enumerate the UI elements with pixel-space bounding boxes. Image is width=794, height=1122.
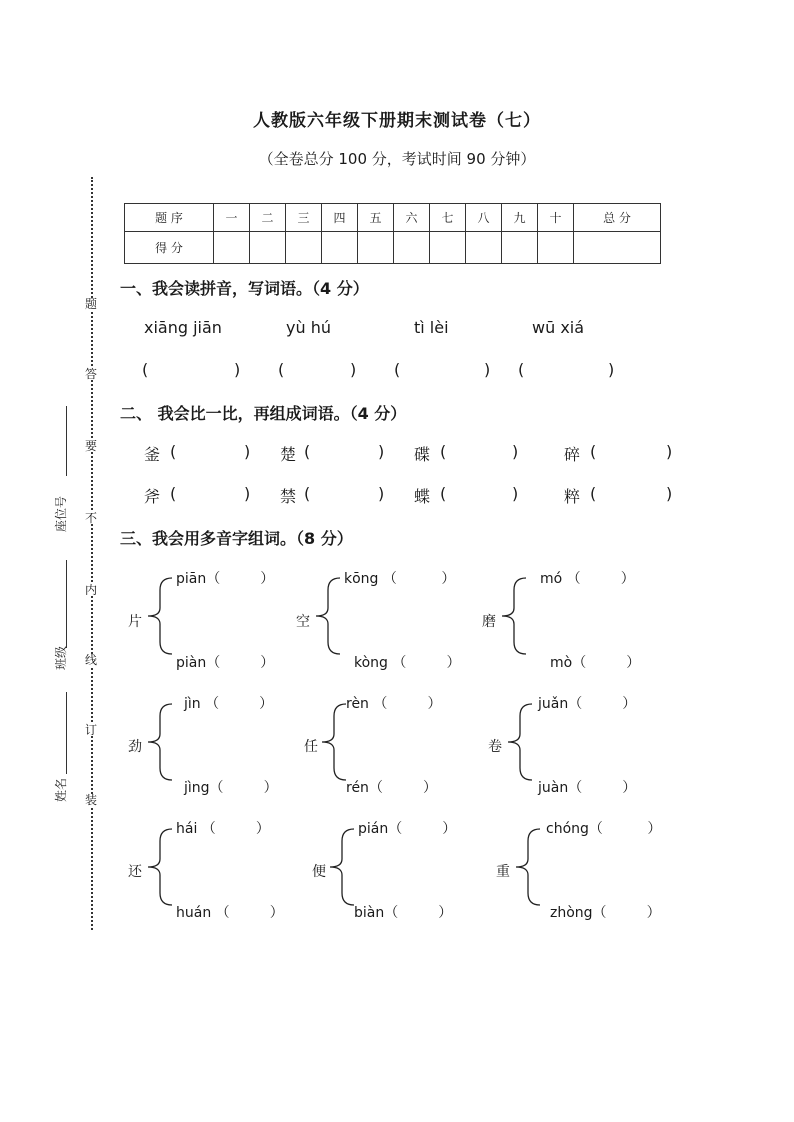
compare-char: 碟 [414, 445, 431, 464]
brace-icon [498, 576, 530, 656]
polyphone-char: 重 [496, 864, 510, 880]
score-cell[interactable] [466, 232, 502, 264]
score-column: 七 [430, 204, 466, 232]
answer-paren-right: ) [378, 484, 385, 503]
score-header-label: 题 序 [125, 204, 214, 232]
name-label: 姓名 [54, 777, 68, 802]
brace-icon [144, 702, 176, 782]
polyphone-char: 劲 [128, 739, 142, 755]
answer-paren-left: ( [304, 442, 311, 461]
answer-paren-left: ( [440, 484, 447, 503]
score-column: 十 [538, 204, 574, 232]
score-total-label: 总 分 [574, 204, 661, 232]
polyphone-char: 还 [128, 864, 142, 880]
seat-number-line [66, 406, 67, 476]
score-cell[interactable] [502, 232, 538, 264]
brace-icon [504, 702, 536, 782]
answer-paren-left: ( [142, 360, 149, 379]
answer-paren-right: ) [484, 360, 491, 379]
page-title: 人教版六年级下册期末测试卷（七） [253, 111, 541, 131]
polyphone-top: kōng （ ） [344, 571, 456, 587]
margin-warning-char: 订 [84, 723, 97, 737]
polyphone-char: 任 [304, 739, 318, 755]
answer-paren-right: ) [666, 442, 673, 461]
answer-paren-right: ) [244, 484, 251, 503]
margin-warning-char: 答 [84, 367, 97, 381]
answer-paren-left: ( [590, 442, 597, 461]
section1-heading: 一、我会读拼音，写词语。（4 分） [120, 279, 369, 298]
answer-paren-left: ( [518, 360, 525, 379]
score-column: 四 [322, 204, 358, 232]
answer-blank[interactable] [150, 360, 230, 380]
seat-number-label: 座位号 [54, 495, 68, 532]
polyphone-bottom: kòng （ ） [354, 655, 461, 671]
brace-icon [312, 576, 344, 656]
score-cell[interactable] [430, 232, 466, 264]
polyphone-bottom: rén（ ） [346, 780, 437, 796]
polyphone-top: piān（ ） [176, 571, 275, 587]
class-label: 班级 [54, 645, 68, 670]
answer-paren-right: ) [512, 484, 519, 503]
score-cell[interactable] [214, 232, 250, 264]
answer-blank[interactable] [526, 360, 604, 380]
compare-char: 碎 [564, 445, 581, 464]
margin-warning-char: 题 [84, 297, 97, 311]
answer-paren-right: ) [244, 442, 251, 461]
polyphone-char: 片 [128, 614, 142, 630]
page-subtitle: （全卷总分 100 分，考试时间 90 分钟） [258, 150, 536, 168]
score-cell[interactable] [538, 232, 574, 264]
name-line [66, 692, 67, 774]
answer-paren-right: ) [666, 484, 673, 503]
answer-blank[interactable] [402, 360, 480, 380]
answer-paren-right: ) [350, 360, 357, 379]
polyphone-top: chóng（ ） [546, 821, 662, 837]
brace-icon [326, 827, 358, 907]
class-line [66, 560, 67, 648]
margin-warning-char: 线 [84, 653, 97, 667]
answer-paren-left: ( [170, 484, 177, 503]
score-cell[interactable] [250, 232, 286, 264]
score-column: 五 [358, 204, 394, 232]
polyphone-bottom: mò（ ） [550, 655, 641, 671]
brace-icon [144, 827, 176, 907]
polyphone-bottom: huán （ ） [176, 905, 284, 921]
pinyin-item: yù hú [286, 318, 331, 337]
score-cell[interactable] [286, 232, 322, 264]
answer-paren-left: ( [304, 484, 311, 503]
polyphone-char: 磨 [482, 614, 496, 630]
polyphone-top: rèn （ ） [346, 696, 442, 712]
score-cell[interactable] [358, 232, 394, 264]
brace-icon [318, 702, 350, 782]
polyphone-char: 卷 [488, 739, 502, 755]
answer-paren-right: ) [608, 360, 615, 379]
polyphone-bottom: piàn（ ） [176, 655, 275, 671]
answer-paren-left: ( [590, 484, 597, 503]
polyphone-top: juǎn（ ） [538, 696, 637, 712]
score-row-label: 得 分 [125, 232, 214, 264]
answer-blank[interactable] [286, 360, 346, 380]
brace-icon [144, 576, 176, 656]
polyphone-bottom: biàn（ ） [354, 905, 453, 921]
answer-paren-left: ( [278, 360, 285, 379]
pinyin-item: xiāng jiān [144, 318, 222, 337]
section2-heading: 二、 我会比一比，再组成词语。（4 分） [120, 404, 407, 423]
answer-paren-right: ) [512, 442, 519, 461]
answer-paren-right: ) [234, 360, 241, 379]
pinyin-item: tì lèi [414, 318, 449, 337]
compare-char: 斧 [144, 487, 161, 506]
polyphone-top: hái （ ） [176, 821, 270, 837]
answer-paren-left: ( [170, 442, 177, 461]
score-cell[interactable] [322, 232, 358, 264]
compare-char: 蝶 [414, 487, 431, 506]
binding-dotted-line [91, 177, 93, 930]
score-column: 三 [286, 204, 322, 232]
margin-warning-char: 内 [84, 583, 97, 597]
margin-warning-char: 要 [84, 439, 97, 453]
compare-char: 禁 [280, 487, 297, 506]
polyphone-top: mó （ ） [540, 571, 635, 587]
polyphone-bottom: jìng（ ） [184, 780, 278, 796]
brace-icon [512, 827, 544, 907]
polyphone-char: 便 [312, 864, 326, 880]
margin-warning-char: 装 [84, 793, 97, 807]
polyphone-top: jìn （ ） [184, 696, 274, 712]
score-column: 九 [502, 204, 538, 232]
compare-char: 楚 [280, 445, 297, 464]
section3-heading: 三、我会用多音字组词。（8 分） [120, 529, 353, 548]
polyphone-bottom: zhòng（ ） [550, 905, 661, 921]
score-column: 八 [466, 204, 502, 232]
answer-paren-left: ( [440, 442, 447, 461]
score-table [124, 203, 661, 264]
score-column: 二 [250, 204, 286, 232]
score-cell[interactable] [394, 232, 430, 264]
polyphone-top: pián（ ） [358, 821, 457, 837]
polyphone-bottom: juàn（ ） [538, 780, 637, 796]
answer-paren-left: ( [394, 360, 401, 379]
polyphone-char: 空 [296, 614, 310, 630]
compare-char: 粹 [564, 487, 581, 506]
answer-paren-right: ) [378, 442, 385, 461]
score-column: 六 [394, 204, 430, 232]
score-total-cell[interactable] [574, 232, 661, 264]
margin-warning-char: 不 [84, 511, 97, 525]
score-column: 一 [214, 204, 250, 232]
pinyin-item: wū xiá [532, 318, 585, 337]
compare-char: 釜 [144, 445, 161, 464]
